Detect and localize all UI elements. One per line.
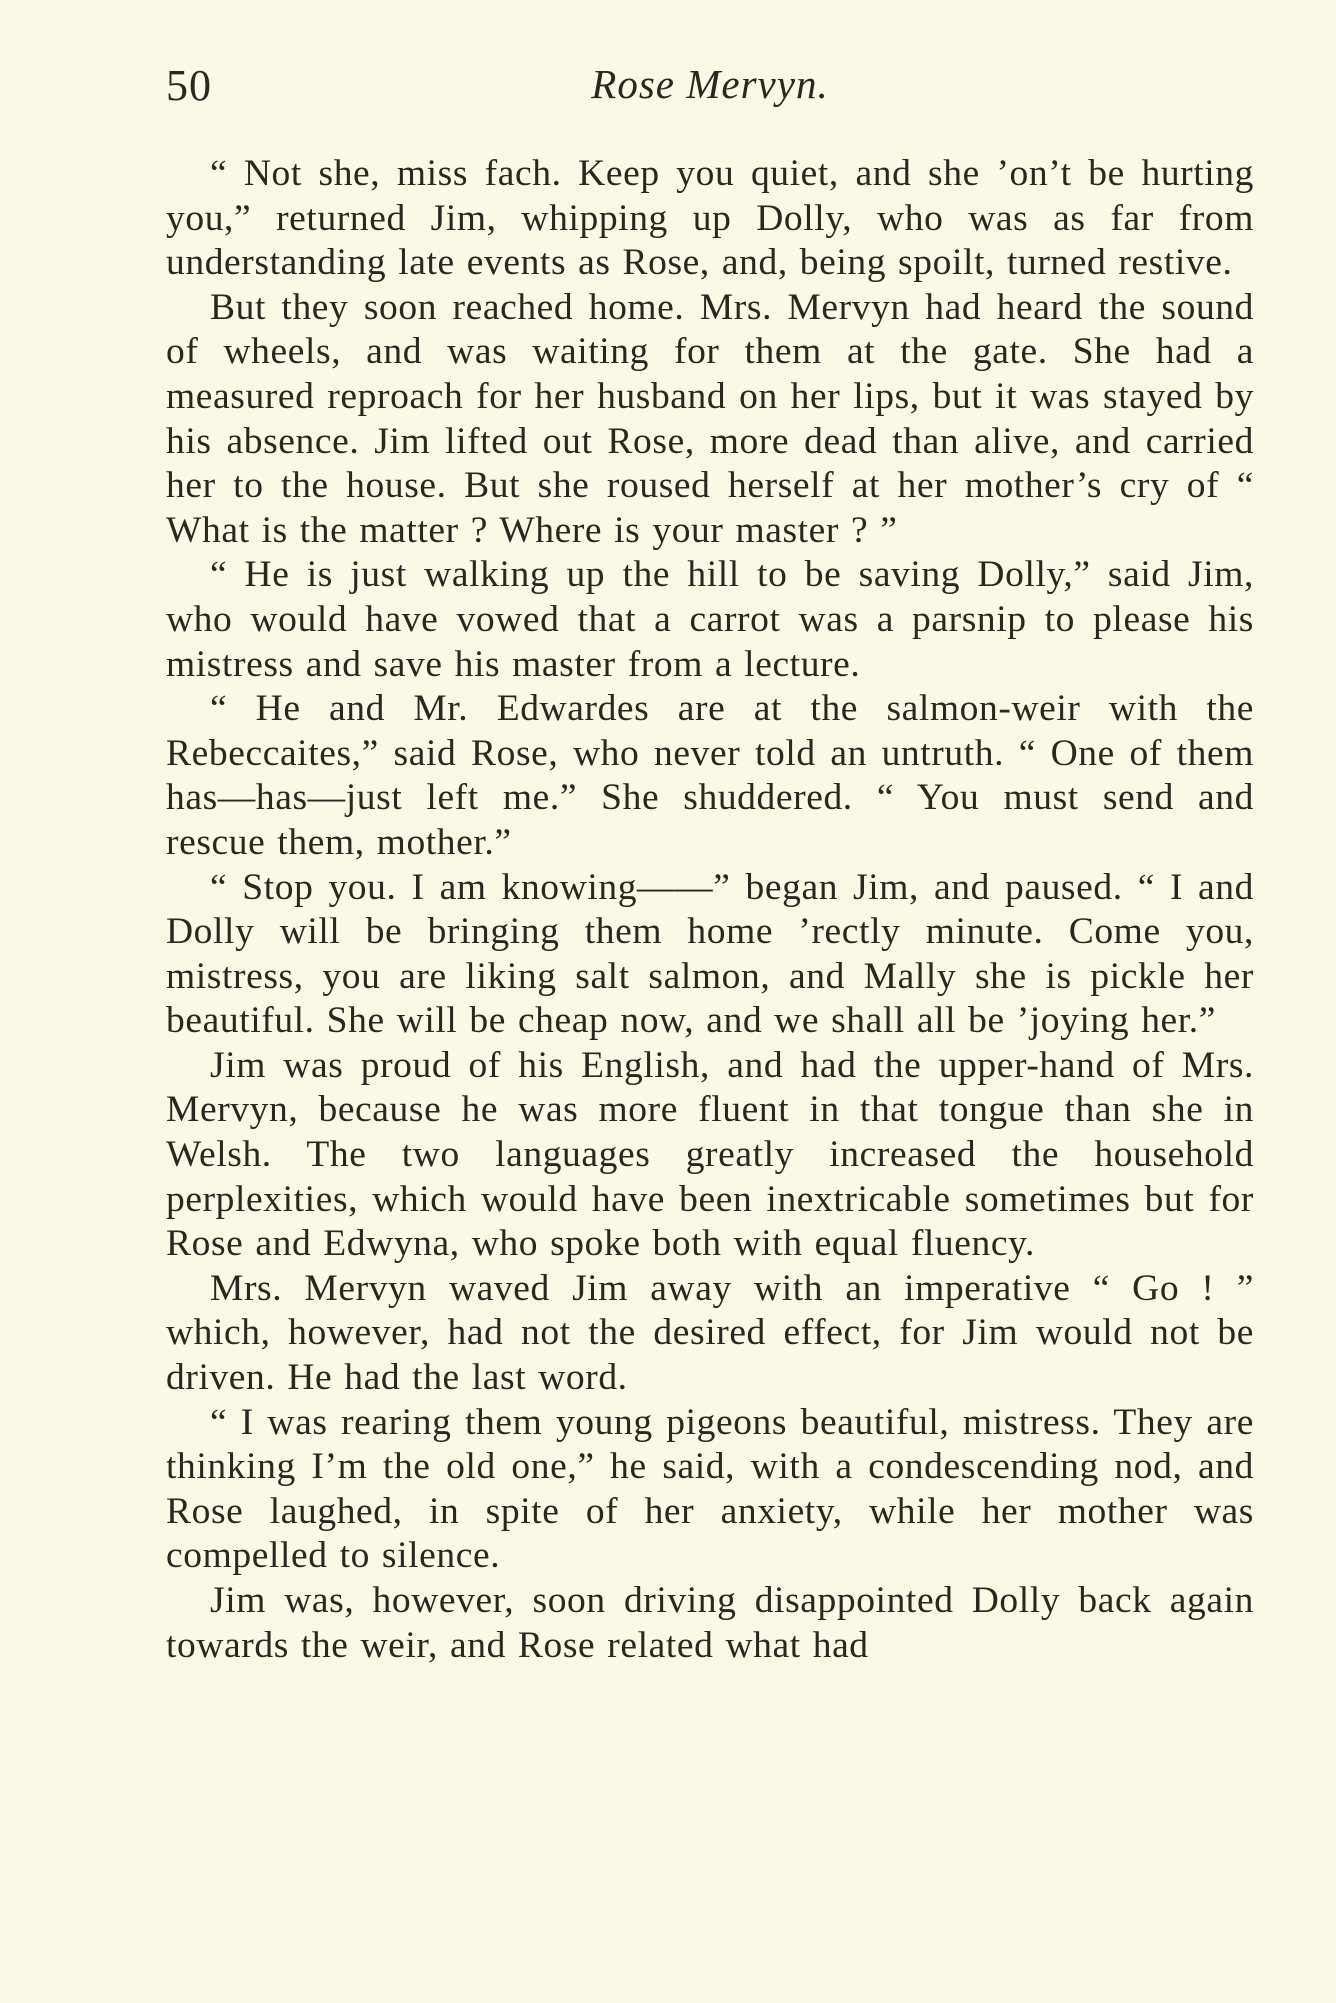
paragraph-6: Jim was proud of his English, and had the upper-hand of Mrs. Mervyn, because he was more fluent in that tongue than she in Welsh. The two languages greatly increased the household perplexities, which would have been inextricable sometimes but for Rose and Edwyna, who spoke both with equal fluency.: [166, 1044, 1254, 1265]
paragraph-7: Mrs. Mervyn waved Jim away with an imperative “ Go ! ” which, however, had not the desired effect, for Jim would not be driven. He had the last word.: [166, 1267, 1254, 1399]
paragraph-8: “ I was rearing them young pigeons beautiful, mistress. They are thinking I’m the old one,” he said, with a condescending nod, and Rose laughed, in spite of her anxiety, while her mother was compelled to silence.: [166, 1401, 1254, 1577]
body-text: [166, 152, 1254, 1668]
paragraph-5: “ Stop you. I am knowing——” began Jim, and paused. “ I and Dolly will be bringing them home ’rectly minute. Come you, mistress, you are liking salt salmon, and Mally she is pickle her beautiful. She will be cheap now, and we shall all be ’joying her.”: [166, 866, 1254, 1042]
page-number: 50: [166, 61, 212, 110]
paragraph-1: “ Not she, miss fach. Keep you quiet, and she ’on’t be hurting you,” returned Jim, whipping up Dolly, who was as far from understanding late events as Rose, and, being spoilt, turned restive.: [166, 153, 1254, 284]
running-head: [166, 60, 1254, 130]
paragraph-4: “ He and Mr. Edwardes are at the salmon-weir with the Rebeccaites,” said Rose, who never told an untruth. “ One of them has—has—just left me.” She shuddered. “ You must send and rescue them, mother.”: [166, 688, 1254, 863]
running-title: Rose Mervyn.: [591, 61, 829, 107]
paragraph-2: But they soon reached home. Mrs. Mervyn had heard the sound of wheels, and was waiting for them at the gate. She had a measured reproach for her husband on her lips, but it was stayed by his absence. Jim lifted out Rose, more dead than alive, and carried her to the house. But she roused herself at her mother’s cry of “ What is the matter ? Where is your master ? ”: [166, 286, 1254, 551]
paragraph-3: “ He is just walking up the hill to be saving Dolly,” said Jim, who would have vowed that a carrot was a parsnip to please his mistress and save his master from a lecture.: [166, 554, 1254, 685]
paragraph-9: Jim was, however, soon driving disappointed Dolly back again towards the weir, and Rose related what had: [166, 1580, 1254, 1666]
